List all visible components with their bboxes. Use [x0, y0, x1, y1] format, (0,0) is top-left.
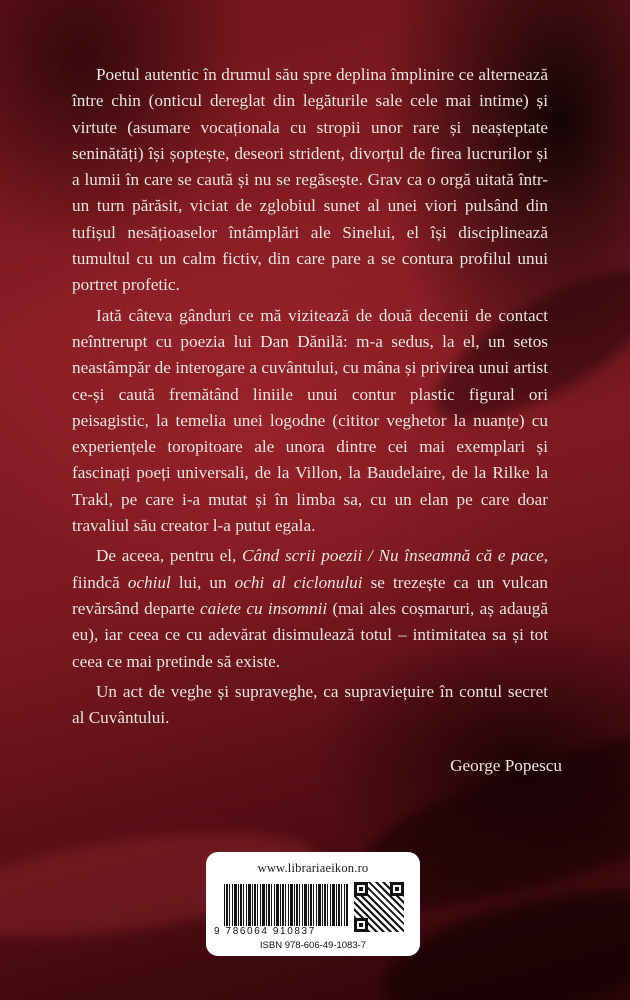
isbn-label: ISBN 978-606-49-1083-7 — [259, 940, 367, 951]
italic-quote: caiete cu insomnii — [200, 598, 328, 618]
text-segment: (mai ales coșmaruri, aș adaugă eu), iar ceea ce cu adevărat disimulează totul – intimitatea sa și tot ceea ce mai pretinde să existe. — [72, 598, 548, 671]
blurb-paragraph — [72, 543, 548, 674]
author-signature: George Popescu — [450, 756, 562, 775]
blurb-paragraph — [72, 679, 548, 732]
italic-quote: Când scrii poezii / Nu înseamnă că e pace — [242, 546, 544, 566]
barcode-panel — [206, 852, 420, 956]
italic-quote: ochi al ciclonului — [234, 572, 363, 592]
blurb-paragraph — [72, 303, 548, 540]
italic-quote: ochiul — [127, 572, 171, 592]
publisher-url[interactable]: www.librariaeikon.ro — [257, 861, 369, 875]
text-segment: Iată câteva gânduri ce mă vizitează de două decenii de contact neîntrerupt cu poezia lui Dan Dănilă: m-a sedus, la el, un setos neastâmpăr de interogare a cuvântului, cu mâna și privirea unui artist ce-și caută fremătând liniile unui contur plastic figural ori peisagistic, la temelia unei logodne (cititor veghetor la nuanțe) cu experiențele toropitoare ale unora dintre cei mai exemplari și fascinați poeți universali, de la Villon, la Baudelaire, de la Rilke la Trakl, pe care i-a mutat și în limba sa, cu un elan pe care doar travaliul său creator l-a putut egala. — [72, 305, 548, 536]
text-segment: lui, un — [170, 572, 235, 592]
qr-code — [354, 882, 404, 932]
barcode-number: 9 786064 910837 — [214, 926, 316, 937]
text-segment: , fiindcă — [72, 546, 549, 592]
text-segment: De aceea, pentru el, — [96, 546, 243, 566]
blurb-paragraph — [72, 62, 548, 299]
text-segment: se trezește ca un vulcan revărsând departe — [72, 572, 548, 618]
text-segment: Poetul autentic în drumul său spre deplina împlinire ce alternează între chin (onticul dereglat din legăturile sale cele mai intime) și virtute (asumare vocaționala cu stropii unor rare și neașteptate seninătăți) își șoptește, deseori strident, divorțul de firea lucrurilor și a lumii în care se caută și nu se regăsește. Grav ca o orgă uitată într-un turn părăsit, viciat de zglobiul sunet al unei viori pulsând din tufișul nesățioaselor întâmplări ale Sinelui, el își disciplinează tumultul cu un calm fictiv, din care pare a se contura profilul unui portret profetic. — [72, 65, 548, 295]
barcode-image — [224, 884, 348, 926]
text-segment: Un act de veghe și supraveghe, ca supraviețuire în contul secret al Cuvântului. — [72, 681, 548, 728]
blurb-text — [72, 62, 548, 735]
